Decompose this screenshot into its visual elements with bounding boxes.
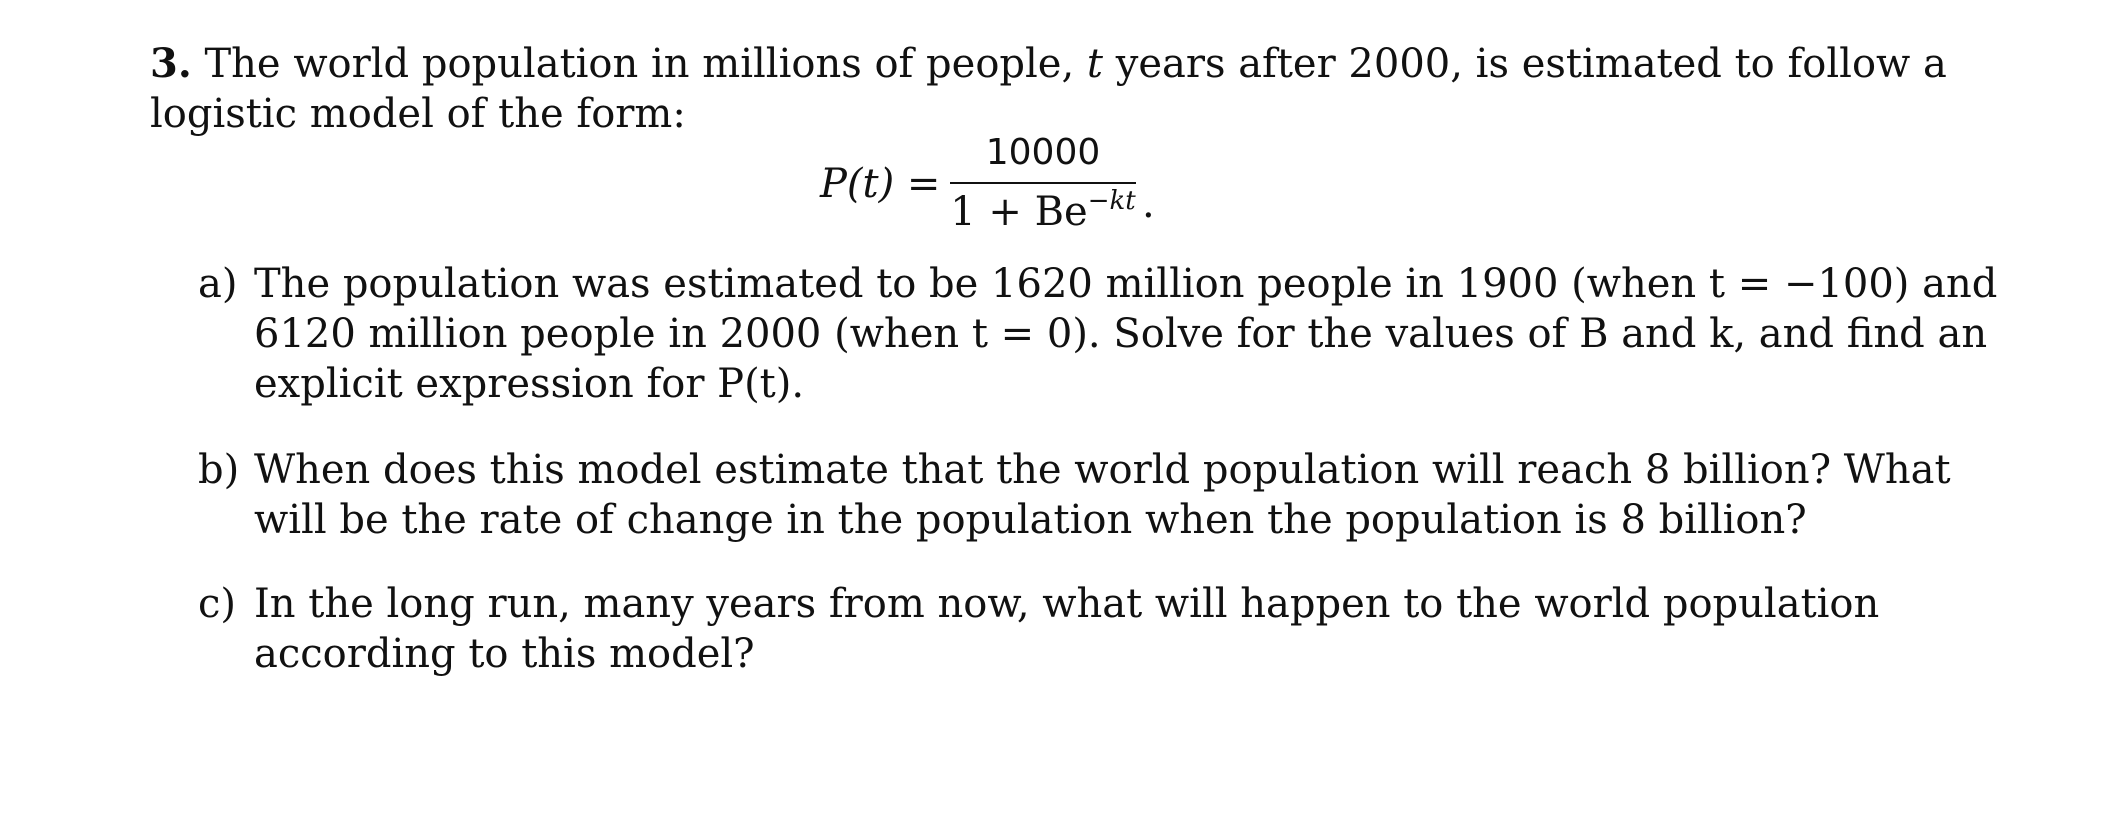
formula-numerator: 10000 [985,132,1101,173]
part-b-line-2: will be the rate of change in the population when the population is 8 billion? [254,497,1807,543]
problem-intro-line-2: logistic model of the form: [150,91,686,137]
formula-fraction [950,128,1136,243]
logistic-formula [820,128,1180,238]
part-c-label: c) [198,581,237,627]
part-a-line-3: explicit expression for P(t). [254,361,805,407]
denominator-exponent: −kt [1087,186,1136,216]
part-c-line-1: In the long run, many years from now, what will happen to the world population [254,581,1880,627]
intro-text: The world population in millions of people, [204,41,1075,87]
intro-text-tail: years after 2000, is estimated to follow a [1115,41,1947,87]
fraction-bar [950,182,1136,184]
part-a-line-2: 6120 million people in 2000 (when t = 0). Solve for the values of B and k, and find an [254,311,1988,357]
formula-lhs: P(t) = [820,161,941,207]
intro-variable-t: t [1086,41,1103,87]
part-c-line-2: according to this model? [254,631,755,677]
part-a-label: a) [198,261,238,307]
problem-intro-line-1 [150,38,1947,90]
denominator-base: 1 + Be [950,189,1088,235]
part-b-label: b) [198,447,240,493]
formula-denominator [950,186,1136,243]
problem-number: 3. [150,40,192,87]
formula-period: . [1142,181,1155,227]
part-a-line-1: The population was estimated to be 1620 million people in 1900 (when t = −100) and [254,261,1998,307]
part-b-line-1: When does this model estimate that the world population will reach 8 billion? What [254,447,1951,493]
